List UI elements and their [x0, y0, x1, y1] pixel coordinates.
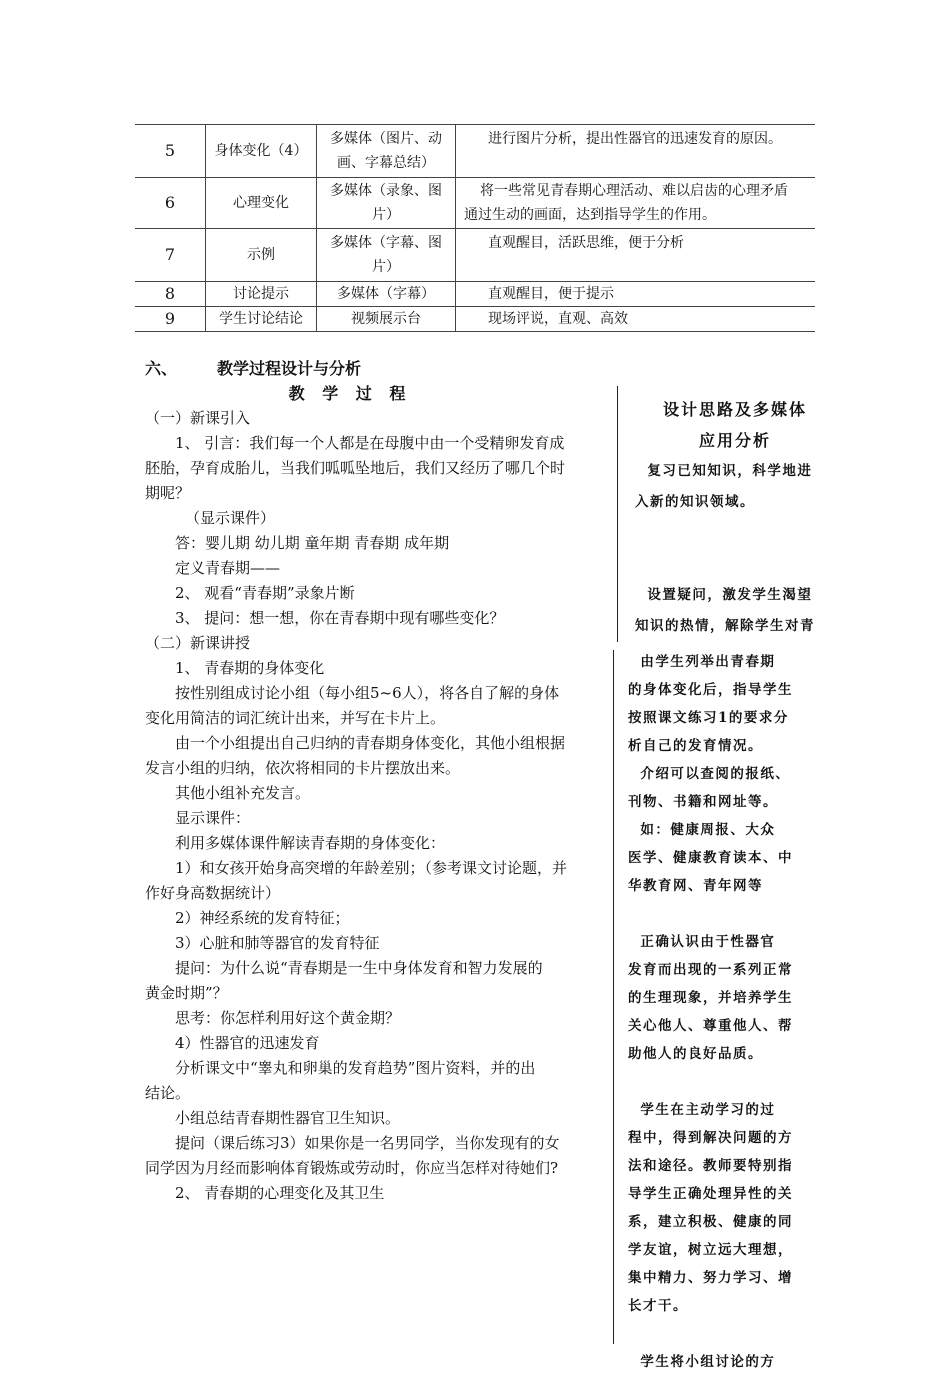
process-line: 其他小组补充发言。 [175, 784, 311, 802]
analysis-line: 助他人的良好品质。 [628, 1046, 763, 1062]
row-number: 8 [135, 282, 206, 307]
process-line: 显示课件： [175, 809, 251, 827]
process-line: 由一个小组提出自己归纳的青春期身体变化，其他小组根据 [175, 734, 566, 752]
process-line: 期呢？ [145, 484, 191, 502]
analysis-line: 由学生列举出青春期 [628, 654, 776, 670]
process-line: 2）神经系统的发育特征； [175, 909, 350, 927]
row-content: 学生讨论结论 [206, 307, 317, 332]
process-line: 思考：你怎样利用好这个黄金期？ [175, 1009, 401, 1027]
row-number: 9 [135, 307, 206, 332]
row-content: 身体变化（4） [206, 125, 317, 178]
analysis-line: 关心他人、尊重他人、帮 [628, 1018, 793, 1034]
analysis-line: 学生将小组讨论的方 [628, 1354, 776, 1370]
process-line: 提问（课后练习3）如果你是一名男同学，当你发现有的女 [175, 1134, 560, 1152]
analysis-line: 刊物、书籍和网址等。 [628, 794, 778, 810]
design-analysis-top [635, 394, 835, 642]
analysis-line: 学生在主动学习的过 [628, 1102, 776, 1118]
row-content: 讨论提示 [206, 282, 317, 307]
analysis-title: 应用分析 [698, 431, 771, 450]
analysis-line: 长才干。 [628, 1298, 688, 1314]
process-line: 提问：为什么说“青春期是一生中身体发育和智力发展的 [175, 959, 543, 977]
analysis-line: 复习已知知识，科学地进 [635, 463, 813, 479]
analysis-line: 正确认识由于性器官 [628, 934, 776, 950]
section-title: 教学过程设计与分析 [217, 359, 362, 378]
row-media: 多媒体（录象、图 片） [317, 178, 456, 229]
teaching-process-column [145, 381, 615, 1206]
row-purpose: 将一些常见青春期心理活动、难以启齿的心理矛盾 通过生动的画面，达到指导学生的作用。 [456, 178, 816, 229]
section-heading [145, 356, 361, 379]
process-line: （一）新课引入 [145, 409, 251, 427]
row-number: 6 [135, 178, 206, 229]
process-line: 利用多媒体课件解读青春期的身体变化： [175, 834, 446, 852]
row-purpose: 进行图片分析，提出性器官的迅速发育的原因。 [456, 125, 816, 178]
table-row [135, 125, 815, 178]
analysis-line [635, 549, 835, 580]
analysis-line: 系，建立积极、健康的同 [628, 1214, 793, 1230]
process-line: 4）性器官的迅速发育 [175, 1034, 320, 1052]
analysis-line: 介绍可以查阅的报纸、 [628, 766, 791, 782]
column-divider [613, 650, 614, 1344]
analysis-line: 法和途径。教师要特别指 [628, 1158, 793, 1174]
process-line: 1、 青春期的身体变化 [175, 659, 325, 677]
analysis-line: 学友谊，树立远大理想， [628, 1242, 793, 1258]
process-line: （显示课件） [185, 509, 276, 527]
row-media: 多媒体（字幕） [317, 282, 456, 307]
analysis-line: 的生理现象，并培养学生 [628, 990, 793, 1006]
analysis-line: 医学、健康教育读本、中 [628, 850, 793, 866]
process-line: 发言小组的归纳，依次将相同的卡片摆放出来。 [145, 759, 461, 777]
process-line: 定义青春期—— [175, 559, 281, 577]
table-row [135, 178, 815, 229]
analysis-line: 华教育网、青年网等 [628, 878, 763, 894]
analysis-line: 导学生正确处理异性的关 [628, 1186, 793, 1202]
analysis-line: 按照课文练习1的要求分 [628, 710, 789, 726]
table-row [135, 307, 815, 332]
process-line: 分析课文中“睾丸和卵巢的发育趋势”图片资料，并的出 [175, 1059, 536, 1077]
process-line: 2、 观看“青春期”录象片断 [175, 584, 355, 602]
process-line: 变化用简洁的词汇统计出来，并写在卡片上。 [145, 709, 446, 727]
analysis-line: 析自己的发育情况。 [628, 738, 763, 754]
analysis-title: 设计思路及多媒体 [662, 400, 807, 419]
analysis-line: 设置疑问，激发学生渴望 [635, 587, 813, 603]
media-table [135, 124, 815, 332]
analysis-line: 程中，得到解决问题的方 [628, 1130, 793, 1146]
row-purpose: 直观醒目，活跃思维，便于分析 [456, 229, 816, 282]
design-analysis-bottom [628, 648, 828, 1376]
process-line: 结论。 [145, 1084, 191, 1102]
process-line: 答：婴儿期 幼儿期 童年期 青春期 成年期 [175, 534, 450, 552]
process-title: 教 学 过 程 [288, 384, 412, 403]
process-line: 作好身高数据统计） [145, 884, 281, 902]
process-line: 1）和女孩开始身高突增的年龄差别；（参考课文讨论题，并 [175, 859, 568, 877]
section-number: 六、 [145, 359, 178, 378]
row-media: 多媒体（字幕、图 片） [317, 229, 456, 282]
analysis-line: 发育而出现的一系列正常 [628, 962, 793, 978]
process-line: 3）心脏和肺等器官的发育特征 [175, 934, 380, 952]
process-line: 1、 引言：我们每一个人都是在母腹中由一个受精卵发育成 [175, 434, 565, 452]
process-line: （二）新课讲授 [145, 634, 251, 652]
analysis-line: 知识的热情，解除学生对青 [635, 618, 815, 634]
row-number: 5 [135, 125, 206, 178]
row-content: 心理变化 [206, 178, 317, 229]
column-divider [617, 386, 618, 642]
row-purpose: 直观醒目，便于提示 [456, 282, 816, 307]
row-purpose: 现场评说，直观、高效 [456, 307, 816, 332]
analysis-line [635, 518, 835, 549]
analysis-line: 入新的知识领域。 [635, 494, 755, 510]
process-line: 小组总结青春期性器官卫生知识。 [175, 1109, 401, 1127]
row-number: 7 [135, 229, 206, 282]
analysis-line: 集中精力、努力学习、增 [628, 1270, 793, 1286]
analysis-line [628, 900, 828, 928]
row-content: 示例 [206, 229, 317, 282]
analysis-line: 如：健康周报、大众 [628, 822, 776, 838]
process-line: 3、 提问：想一想，你在青春期中现有哪些变化？ [175, 609, 505, 627]
process-line: 同学因为月经而影响体育锻炼或劳动时，你应当怎样对待她们? [145, 1159, 559, 1177]
process-line: 胚胎，孕育成胎儿，当我们呱呱坠地后，我们又经历了哪几个时 [145, 459, 566, 477]
table-row [135, 229, 815, 282]
analysis-line: 的身体变化后，指导学生 [628, 682, 793, 698]
table-row [135, 282, 815, 307]
analysis-line [628, 1068, 828, 1096]
process-line: 2、 青春期的心理变化及其卫生 [175, 1184, 385, 1202]
process-line: 黄金时期”？ [145, 984, 228, 1002]
row-media: 视频展示台 [317, 307, 456, 332]
row-media: 多媒体（图片、动 画、字幕总结） [317, 125, 456, 178]
process-line: 按性别组成讨论小组（每小组5~6人），将各自了解的身体 [175, 684, 560, 702]
